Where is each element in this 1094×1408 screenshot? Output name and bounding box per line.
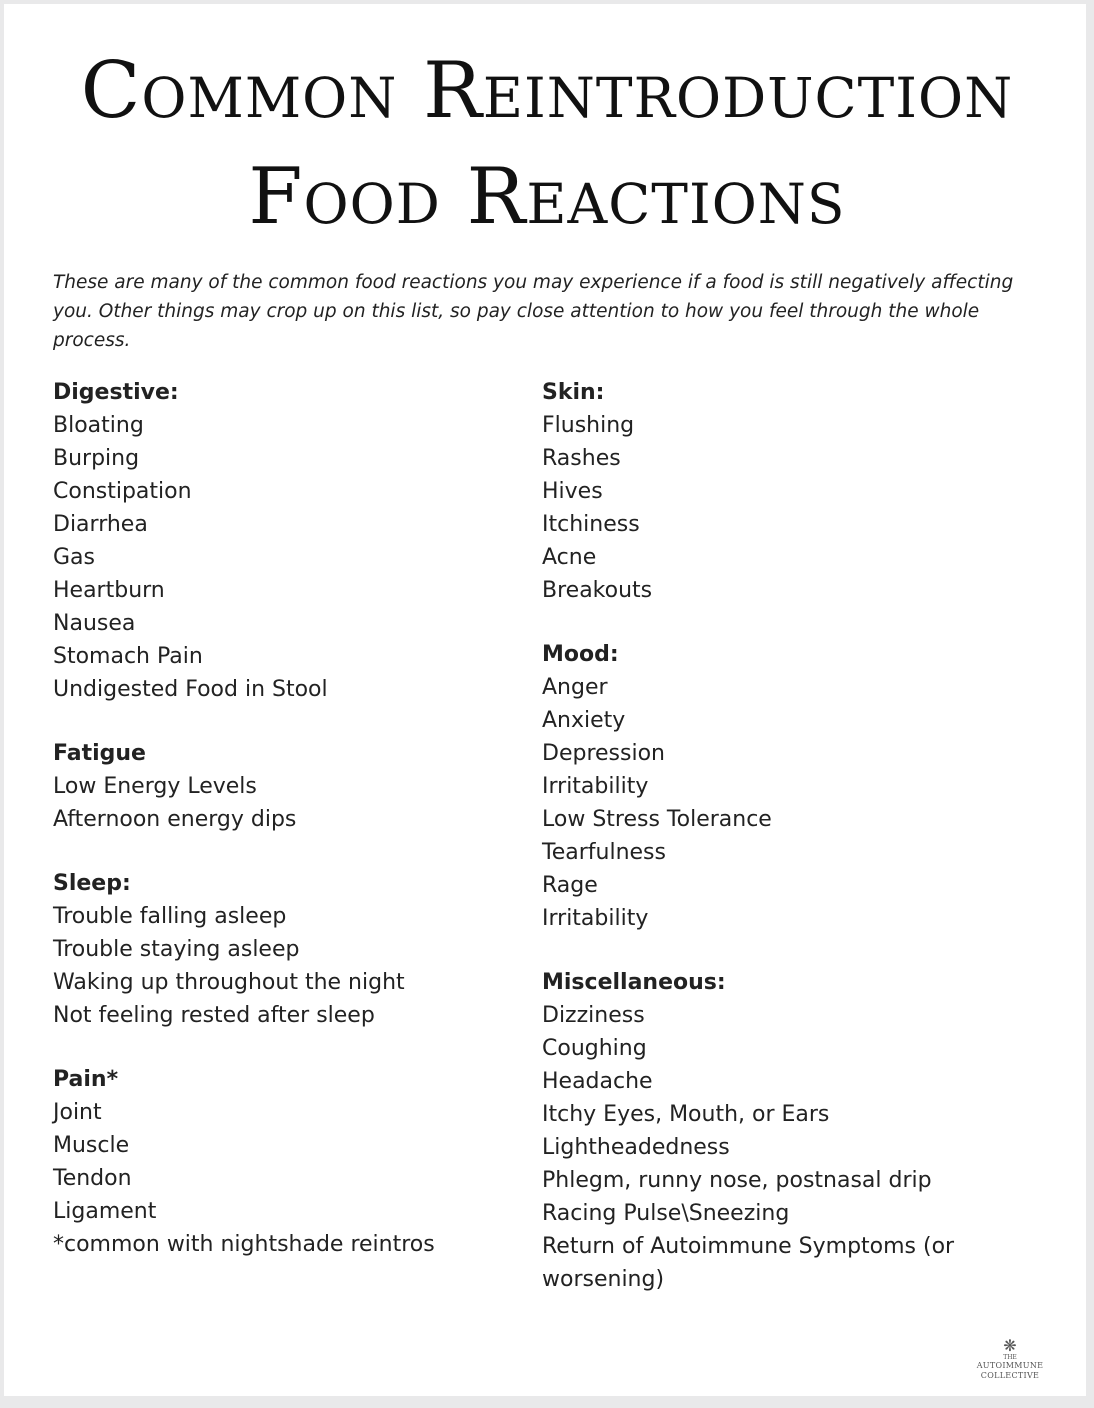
section-skin <box>542 376 1042 607</box>
section-heading: Skin: <box>542 380 605 405</box>
left-column <box>53 376 513 1292</box>
section-pain <box>53 1063 513 1261</box>
list-item: Stomach Pain <box>53 644 203 669</box>
reaction-list <box>542 409 1042 607</box>
list-item: Not feeling rested after sleep <box>53 1003 375 1028</box>
list-item: Ligament <box>53 1199 157 1224</box>
reaction-list <box>542 999 1042 1296</box>
list-item: Irritability <box>542 774 649 799</box>
list-item: Itchy Eyes, Mouth, or Ears <box>542 1102 830 1127</box>
list-item: Rashes <box>542 446 621 471</box>
list-item: Bloating <box>53 413 144 438</box>
section-sleep <box>53 867 513 1032</box>
section-miscellaneous <box>542 966 1042 1296</box>
title-line-2: Food Reactions <box>248 152 846 242</box>
section-heading: Fatigue <box>53 741 146 766</box>
list-item: Tendon <box>53 1166 132 1191</box>
pain-footnote: *common with nightshade reintros <box>53 1232 435 1257</box>
list-item: Tearfulness <box>542 840 666 865</box>
right-column <box>542 376 1042 1327</box>
list-item: Nausea <box>53 611 136 636</box>
list-item: Burping <box>53 446 140 471</box>
list-item: Acne <box>542 545 597 570</box>
intro-text: These are many of the common food reactions you may experience if a food is still negatively affecting you. Other things may crop up on this list, so pay close attention to how you feel through the whole process. <box>53 272 1014 351</box>
list-item: Lightheadedness <box>542 1135 730 1160</box>
list-item: Phlegm, runny nose, postnasal drip <box>542 1168 932 1193</box>
section-heading: Miscellaneous: <box>542 970 726 995</box>
list-item: Dizziness <box>542 1003 645 1028</box>
reaction-list <box>53 900 513 1032</box>
title-line-1: Common Reintroduction <box>80 46 1014 136</box>
list-item: Undigested Food in Stool <box>53 677 328 702</box>
logo-the: THE <box>1003 1354 1017 1361</box>
logo-brand-name: AUTOIMMUNE COLLECTIVE <box>976 1361 1044 1380</box>
section-heading: Sleep: <box>53 871 131 896</box>
list-item: Low Stress Tolerance <box>542 807 772 832</box>
list-item: Gas <box>53 545 95 570</box>
list-item: Irritability <box>542 906 649 931</box>
list-item: Depression <box>542 741 665 766</box>
brand-logo <box>950 1338 1070 1381</box>
list-item: Anxiety <box>542 708 626 733</box>
section-heading: Digestive: <box>53 380 179 405</box>
list-item: Breakouts <box>542 578 653 603</box>
list-item: Headache <box>542 1069 653 1094</box>
list-item: Muscle <box>53 1133 130 1158</box>
list-item: Itchiness <box>542 512 640 537</box>
section-fatigue <box>53 737 513 836</box>
section-heading: Mood: <box>542 642 619 667</box>
reaction-list <box>542 671 1042 935</box>
document-page <box>4 4 1086 1396</box>
list-item: Diarrhea <box>53 512 148 537</box>
list-item: Afternoon energy dips <box>53 807 297 832</box>
reaction-list <box>53 770 513 836</box>
list-item: Waking up throughout the night <box>53 970 405 995</box>
reaction-list <box>53 409 513 706</box>
list-item: Trouble falling asleep <box>53 904 287 929</box>
section-heading: Pain* <box>53 1067 119 1092</box>
list-item: Return of Autoimmune Symptoms (or worsening) <box>542 1234 955 1292</box>
list-item: Joint <box>53 1100 102 1125</box>
list-item: Flushing <box>542 413 635 438</box>
list-item: Constipation <box>53 479 192 504</box>
section-digestive <box>53 376 513 706</box>
list-item: Low Energy Levels <box>53 774 257 799</box>
list-item: Rage <box>542 873 598 898</box>
section-mood <box>542 638 1042 935</box>
list-item: Racing Pulse\Sneezing <box>542 1201 790 1226</box>
list-item: Trouble staying asleep <box>53 937 300 962</box>
list-item: Anger <box>542 675 608 700</box>
reaction-list <box>53 1096 513 1228</box>
list-item: Coughing <box>542 1036 647 1061</box>
flower-icon: ❋ <box>1003 1336 1017 1355</box>
page-title <box>0 38 1094 250</box>
list-item: Hives <box>542 479 603 504</box>
list-item: Heartburn <box>53 578 165 603</box>
